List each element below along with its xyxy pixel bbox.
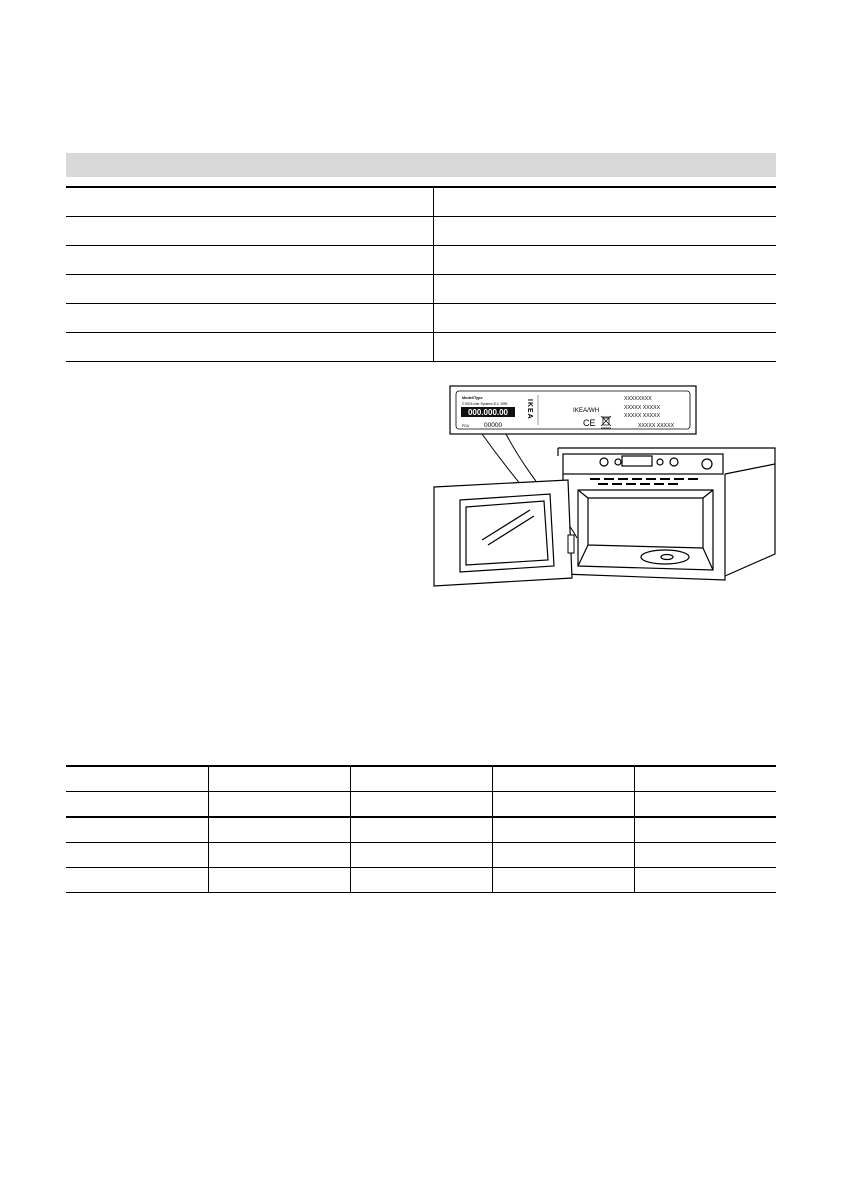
table-cell (66, 792, 208, 818)
table-cell (66, 766, 208, 792)
table-cell (350, 868, 492, 893)
table-cell (66, 843, 208, 868)
code-line-3: XXXXX XXXXX (624, 413, 661, 419)
table-cell (492, 868, 634, 893)
rating-plate-label (450, 386, 696, 434)
table-cell (208, 766, 350, 792)
table-row (66, 275, 776, 304)
table-cell (433, 333, 776, 362)
dimensions-table (66, 765, 776, 893)
table-cell (66, 817, 208, 843)
table-cell (66, 246, 433, 275)
table-cell (66, 868, 208, 893)
rating-plate-illustration (420, 380, 780, 590)
table-row (66, 333, 776, 362)
section-header-bar (66, 153, 776, 177)
table-row (66, 868, 776, 893)
table-cell (208, 868, 350, 893)
brand-logo: IKEA (526, 399, 533, 420)
table-cell (433, 304, 776, 333)
table-cell (634, 817, 776, 843)
table-cell (433, 246, 776, 275)
table-cell (66, 304, 433, 333)
manufacturer-text: IKEA/WH (573, 407, 600, 414)
table-row (66, 843, 776, 868)
table-cell (433, 187, 776, 217)
table-cell (208, 817, 350, 843)
table-cell (208, 843, 350, 868)
ce-mark: CE (583, 418, 596, 428)
table-cell (634, 766, 776, 792)
table-cell (66, 275, 433, 304)
table-cell (492, 843, 634, 868)
model-line: Model/Type (462, 396, 483, 400)
table-cell (634, 868, 776, 893)
table-cell (634, 792, 776, 818)
pda-label: PDA (462, 424, 469, 428)
table-cell (350, 766, 492, 792)
pda-number: 00000 (484, 422, 503, 429)
table-row (66, 187, 776, 217)
table-cell (634, 843, 776, 868)
code-line-1: XXXXXXXX (624, 396, 652, 402)
table-cell (350, 817, 492, 843)
article-number: 000.000.00 (467, 408, 509, 417)
table-cell (492, 817, 634, 843)
table-cell (66, 333, 433, 362)
table-cell (208, 792, 350, 818)
table-row (66, 246, 776, 275)
table-row (66, 817, 776, 843)
code-line-2: XXXXX XXXXX (624, 405, 661, 411)
table-cell (492, 792, 634, 818)
table-cell (350, 843, 492, 868)
technical-data-table (66, 186, 776, 362)
table-cell (66, 217, 433, 246)
code-line-4: XXXXX XXXXX (638, 423, 675, 429)
table-row (66, 766, 776, 792)
table-cell (350, 792, 492, 818)
table-cell (492, 766, 634, 792)
table-row (66, 792, 776, 818)
copyright-line: © IKEA Inter Systems B.V. 1999 (462, 402, 508, 406)
table-cell (433, 275, 776, 304)
table-row (66, 304, 776, 333)
table-cell (66, 187, 433, 217)
microwave-oven-drawing (434, 448, 775, 586)
table-cell (433, 217, 776, 246)
table-row (66, 217, 776, 246)
